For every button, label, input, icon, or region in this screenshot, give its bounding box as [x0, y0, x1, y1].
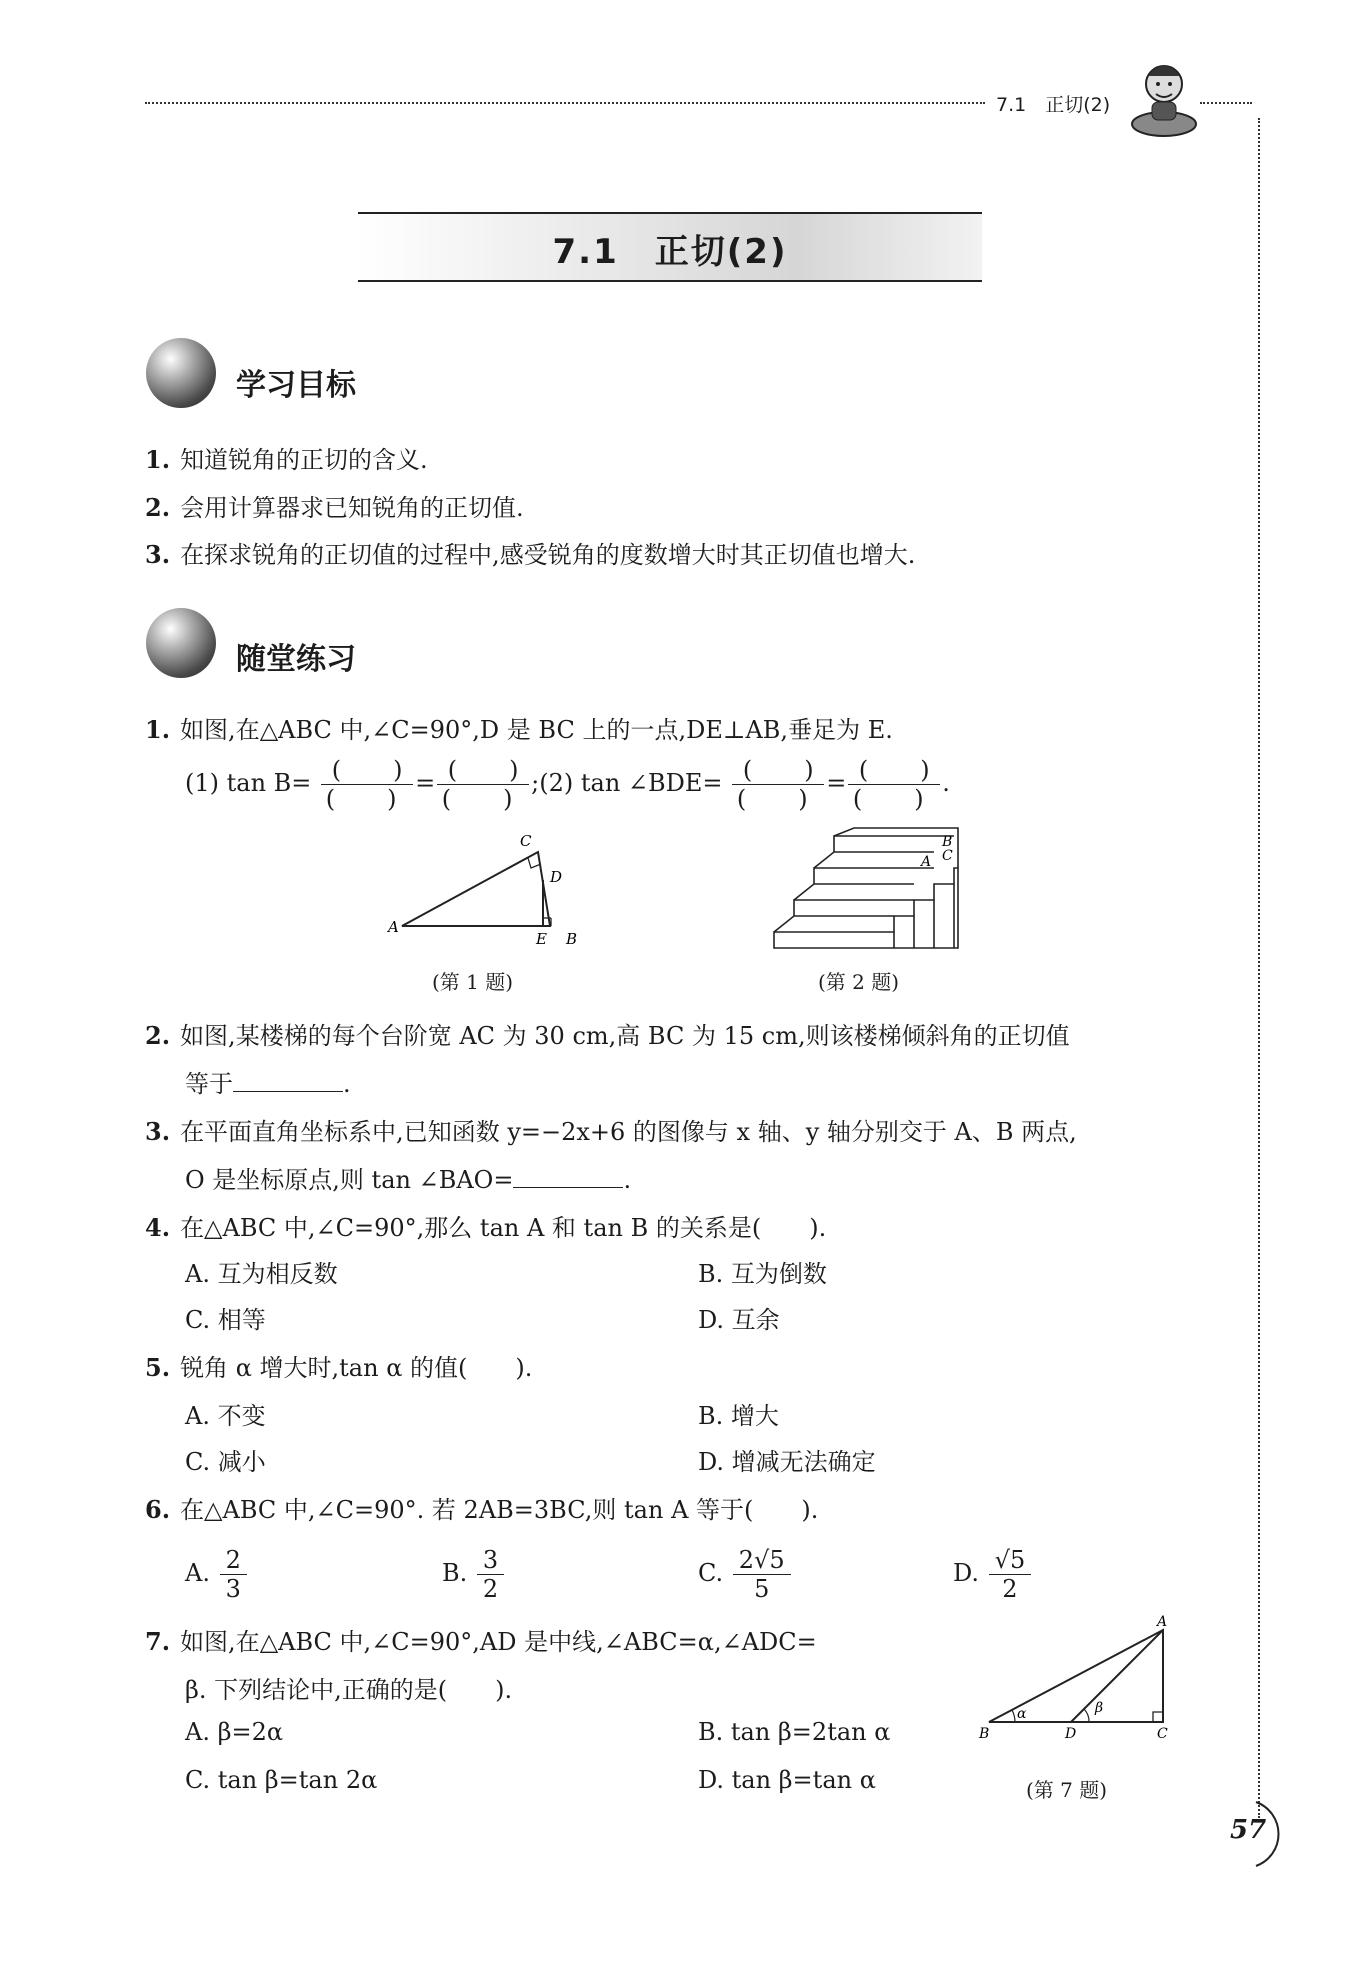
- question-2: 2. 如图,某楼梯的每个台阶宽 AC 为 30 cm,高 BC 为 15 cm,则该楼梯倾斜角的正切值: [145, 1021, 1070, 1050]
- page-number: 57: [1230, 1815, 1267, 1845]
- fig2-label-a: A: [921, 854, 932, 870]
- fig7-label-c: C: [1157, 1726, 1168, 1742]
- question-7-cont: β. 下列结论中,正确的是( ).: [185, 1676, 513, 1704]
- q5-option-d: D. 增减无法确定: [698, 1448, 876, 1476]
- figure-1-triangle: [380, 828, 600, 948]
- question-6: 6. 在△ABC 中,∠C=90°. 若 2AB=3BC,则 tan A 等于( ).: [145, 1495, 819, 1524]
- fig7-beta: β: [1095, 1700, 1104, 1716]
- fig1-label-d: D: [550, 868, 563, 886]
- header-rule-right: [1200, 102, 1252, 104]
- question-3-cont: O 是坐标原点,则 tan ∠BAO= .: [185, 1166, 632, 1194]
- title-band: [358, 212, 982, 282]
- running-title: 7.1 正切(2): [996, 94, 1111, 116]
- fig1-label-a: A: [388, 918, 399, 936]
- section-ball-icon: [146, 608, 216, 678]
- question-1-formula: (1) tan B= $\frac{( )}{( )}$ = $\frac{( )}{( )}$ ;(2) tan ∠BDE= $\frac{( )}{( )}$ = $\frac{( )}{( )}$ .: [185, 756, 950, 813]
- q6-option-b: B. $\frac{3}{2}$: [442, 1546, 506, 1603]
- q5-option-c: C. 减小: [185, 1448, 266, 1476]
- fig1-label-c: C: [520, 832, 532, 850]
- fig7-label-b: B: [979, 1726, 990, 1742]
- question-7: 7. 如图,在△ABC 中,∠C=90°,AD 是中线,∠ABC=α,∠ADC=: [145, 1627, 817, 1656]
- figure-7-triangle: [975, 1612, 1185, 1744]
- mascot-icon: [1128, 56, 1200, 142]
- question-1: 1. 如图,在△ABC 中,∠C=90°,D 是 BC 上的一点,DE⊥AB,垂足为 E.: [145, 715, 893, 744]
- q7-option-b: B. tan β=2tan α: [698, 1718, 891, 1746]
- q5-option-b: B. 增大: [698, 1402, 779, 1430]
- section-ball-icon: [146, 338, 216, 408]
- q4-option-d: D. 互余: [698, 1306, 780, 1334]
- q5-option-a: A. 不变: [185, 1402, 266, 1430]
- q7-option-d: D. tan β=tan α: [698, 1766, 876, 1794]
- question-2-cont: 等于 .: [185, 1070, 351, 1098]
- q7-option-a: A. β=2α: [185, 1718, 284, 1746]
- q7-option-c: C. tan β=tan 2α: [185, 1766, 378, 1794]
- figure-1-caption: (第 1 题): [432, 970, 514, 994]
- header-rule: [145, 102, 985, 104]
- q6-option-c: C. $\frac{2√5}{5}$: [698, 1546, 793, 1603]
- q6-option-d: D. $\frac{√5}{2}$: [953, 1546, 1033, 1603]
- q4-option-a: A. 互为相反数: [185, 1260, 338, 1288]
- q4-option-b: B. 互为倒数: [698, 1260, 827, 1288]
- fig1-label-b: B: [566, 930, 578, 948]
- goal-item: 1. 知道锐角的正切的含义.: [145, 445, 428, 474]
- q6-option-a: A. $\frac{2}{3}$: [185, 1546, 249, 1603]
- figure-2-stairs: [770, 826, 970, 952]
- section-heading-practice: 随堂练习: [236, 642, 356, 677]
- question-3: 3. 在平面直角坐标系中,已知函数 y=−2x+6 的图像与 x 轴、y 轴分别交于 A、B 两点,: [145, 1117, 1077, 1146]
- goal-item: 3. 在探求锐角的正切值的过程中,感受锐角的度数增大时其正切值也增大.: [145, 540, 916, 569]
- page-title: 7.1 正切(2): [552, 232, 788, 272]
- fig7-label-d: D: [1065, 1726, 1077, 1742]
- q4-option-c: C. 相等: [185, 1306, 266, 1334]
- fig1-label-e: E: [536, 930, 547, 948]
- section-heading-goals: 学习目标: [236, 368, 356, 403]
- fig2-label-c: C: [942, 848, 953, 864]
- fig2-label-b: B: [942, 834, 953, 850]
- question-4: 4. 在△ABC 中,∠C=90°,那么 tan A 和 tan B 的关系是( ).: [145, 1213, 827, 1242]
- question-5: 5. 锐角 α 增大时,tan α 的值( ).: [145, 1353, 533, 1382]
- goal-item: 2. 会用计算器求已知锐角的正切值.: [145, 493, 524, 522]
- fig7-label-a: A: [1157, 1614, 1168, 1630]
- figure-7-caption: (第 7 题): [1026, 1778, 1108, 1802]
- fig7-alpha: α: [1017, 1706, 1027, 1722]
- margin-rule: [1258, 118, 1260, 1818]
- figure-2-caption: (第 2 题): [818, 970, 900, 994]
